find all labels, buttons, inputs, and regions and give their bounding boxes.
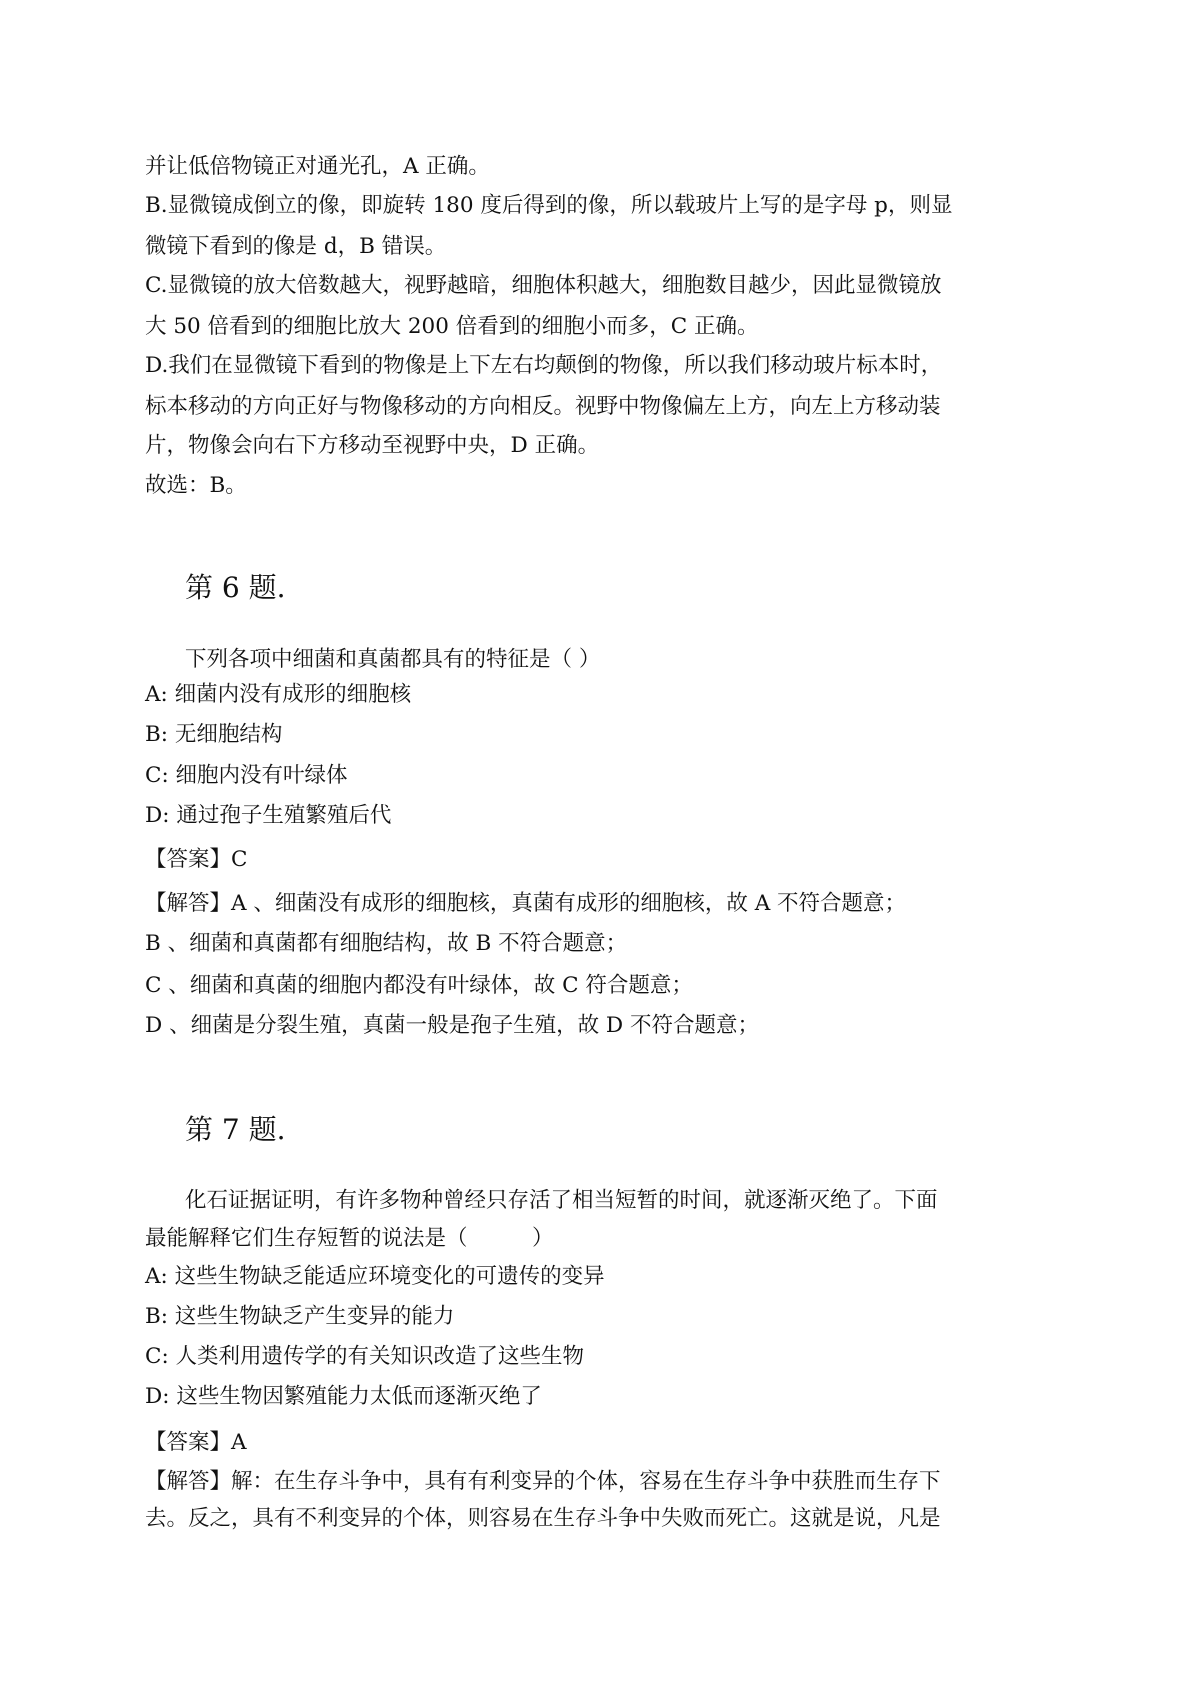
q6-option-b: B: 无细胞结构 [145, 722, 283, 747]
q6-explanation-line-2: B 、细菌和真菌都有细胞结构，故 B 不符合题意； [145, 931, 628, 956]
q7-explanation-line-2: 去。反之，具有不利变异的个体，则容易在生存斗争中失败而死亡。这就是说，凡是 [145, 1506, 941, 1531]
q7-answer: 【答案】A [145, 1430, 247, 1455]
q6-option-c: C: 细胞内没有叶绿体 [145, 763, 348, 788]
q5-explanation-line-7: 标本移动的方向正好与物像移动的方向相反。视野中物像偏左上方，向左上方移动装 [145, 394, 941, 419]
q5-explanation-line-6: D.我们在显微镜下看到的物像是上下左右均颠倒的物像，所以我们移动玻片标本时， [145, 353, 943, 378]
q6-explanation-line-1: 【解答】A 、细菌没有成形的细胞核，真菌有成形的细胞核，故 A 不符合题意； [145, 891, 907, 916]
q5-explanation-line-8: 片，物像会向右下方移动至视野中央，D 正确。 [145, 433, 600, 458]
q7-explanation-line-1: 【解答】解：在生存斗争中，具有有利变异的个体，容易在生存斗争中获胜而生存下 [145, 1469, 941, 1494]
q6-title: 第 6 题. [185, 571, 286, 604]
q7-stem-line-2: 最能解释它们生存短暂的说法是（ ） [145, 1226, 554, 1251]
q7-stem-line-1: 化石证据证明，有许多物种曾经只存活了相当短暂的时间，就逐渐灭绝了。下面 [185, 1188, 938, 1213]
q6-explanation-line-3: C 、细菌和真菌的细胞内都没有叶绿体，故 C 符合题意； [145, 973, 693, 998]
q5-conclusion: 故选：B。 [145, 473, 247, 498]
q6-explanation-line-4: D 、细菌是分裂生殖，真菌一般是孢子生殖，故 D 不符合题意； [145, 1013, 759, 1038]
q5-explanation-line-5: 大 50 倍看到的细胞比放大 200 倍看到的细胞小而多，C 正确。 [145, 314, 759, 339]
q6-option-a: A: 细菌内没有成形的细胞核 [145, 682, 412, 707]
q6-option-d: D: 通过孢子生殖繁殖后代 [145, 803, 392, 828]
q6-answer: 【答案】C [145, 847, 248, 872]
q7-option-b: B: 这些生物缺乏产生变异的能力 [145, 1304, 455, 1329]
q7-option-a: A: 这些生物缺乏能适应环境变化的可遗传的变异 [145, 1264, 605, 1289]
q5-explanation-line-2: B.显微镜成倒立的像，即旋转 180 度后得到的像，所以载玻片上写的是字母 p，则显 [145, 193, 953, 218]
q7-option-c: C: 人类利用遗传学的有关知识改造了这些生物 [145, 1344, 585, 1369]
q5-explanation-line-3: 微镜下看到的像是 d，B 错误。 [145, 234, 447, 259]
q7-option-d: D: 这些生物因繁殖能力太低而逐渐灭绝了 [145, 1384, 542, 1409]
q6-stem: 下列各项中细菌和真菌都具有的特征是（ ） [185, 647, 601, 672]
q7-title: 第 7 题. [185, 1113, 286, 1146]
q5-explanation-line-1: 并让低倍物镜正对通光孔，A 正确。 [145, 154, 490, 179]
q5-explanation-line-4: C.显微镜的放大倍数越大，视野越暗，细胞体积越大，细胞数目越少，因此显微镜放 [145, 273, 942, 298]
